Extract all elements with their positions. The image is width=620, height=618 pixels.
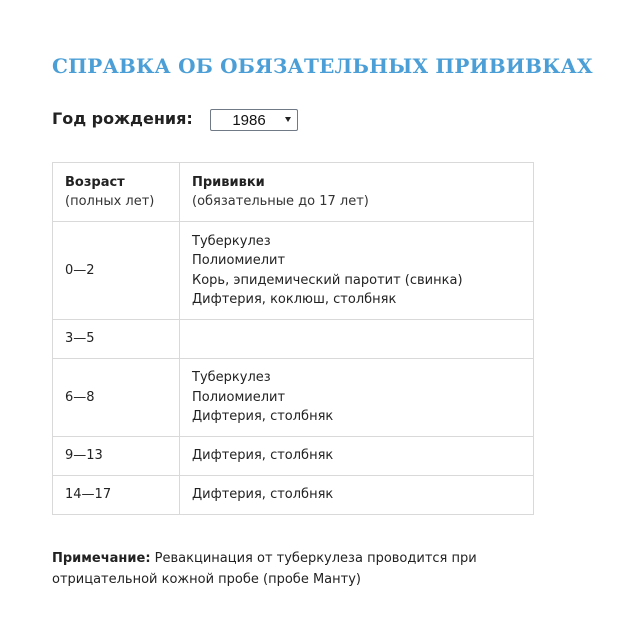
header-vaccines-title: Прививки xyxy=(192,174,265,190)
birth-year-value: 1986 xyxy=(232,111,266,129)
vaccines-cell xyxy=(180,476,534,515)
birth-year-row xyxy=(52,109,266,129)
header-vaccines xyxy=(180,163,534,222)
note xyxy=(52,548,572,590)
age-cell: 9—13 xyxy=(53,437,180,476)
table-header-row xyxy=(53,163,534,222)
age-cell: 6—8 xyxy=(53,359,180,437)
header-age xyxy=(53,163,180,222)
vaccines-cell xyxy=(180,359,534,437)
header-vaccines-subtitle: (обязательные до 17 лет) xyxy=(192,194,369,209)
vaccine-item: Дифтерия, столбняк xyxy=(192,448,334,464)
header-age-subtitle: (полных лет) xyxy=(65,194,155,209)
vaccine-item: Полиомиелит xyxy=(192,389,286,405)
vaccine-item: Корь, эпидемический паротит (свинка) xyxy=(192,272,463,288)
page-title: СПРАВКА ОБ ОБЯЗАТЕЛЬНЫХ ПРИВИВКАХ xyxy=(52,54,593,78)
vaccination-table xyxy=(52,162,534,515)
vaccines-cell xyxy=(180,437,534,476)
age-cell: 3—5 xyxy=(53,320,180,359)
vaccine-item: Полиомиелит xyxy=(192,253,286,268)
table-row xyxy=(53,476,534,515)
age-cell: 0—2 xyxy=(53,222,180,320)
table-row xyxy=(53,437,534,476)
vaccine-item: Туберкулез xyxy=(192,233,271,249)
vaccine-item: Дифтерия, столбняк xyxy=(192,409,334,425)
note-text: Ревакцинация от туберкулеза проводится при отрицательной кожной пробе (пробе Манту) xyxy=(52,551,477,587)
note-label: Примечание: xyxy=(52,551,151,566)
vaccines-cell xyxy=(180,320,534,359)
vaccines-cell xyxy=(180,222,534,320)
birth-year-select[interactable] xyxy=(210,109,298,131)
table-row xyxy=(53,320,534,359)
dropdown-arrow-icon xyxy=(285,117,291,122)
vaccine-item: Дифтерия, коклюш, столбняк xyxy=(192,292,397,307)
header-age-title: Возраст xyxy=(65,174,125,190)
vaccine-item: Дифтерия, столбняк xyxy=(192,487,334,503)
table-row xyxy=(53,222,534,320)
birth-year-label: Год рождения: xyxy=(52,109,193,128)
vaccine-item: Туберкулез xyxy=(192,370,271,386)
table-row xyxy=(53,359,534,437)
age-cell: 14—17 xyxy=(53,476,180,515)
